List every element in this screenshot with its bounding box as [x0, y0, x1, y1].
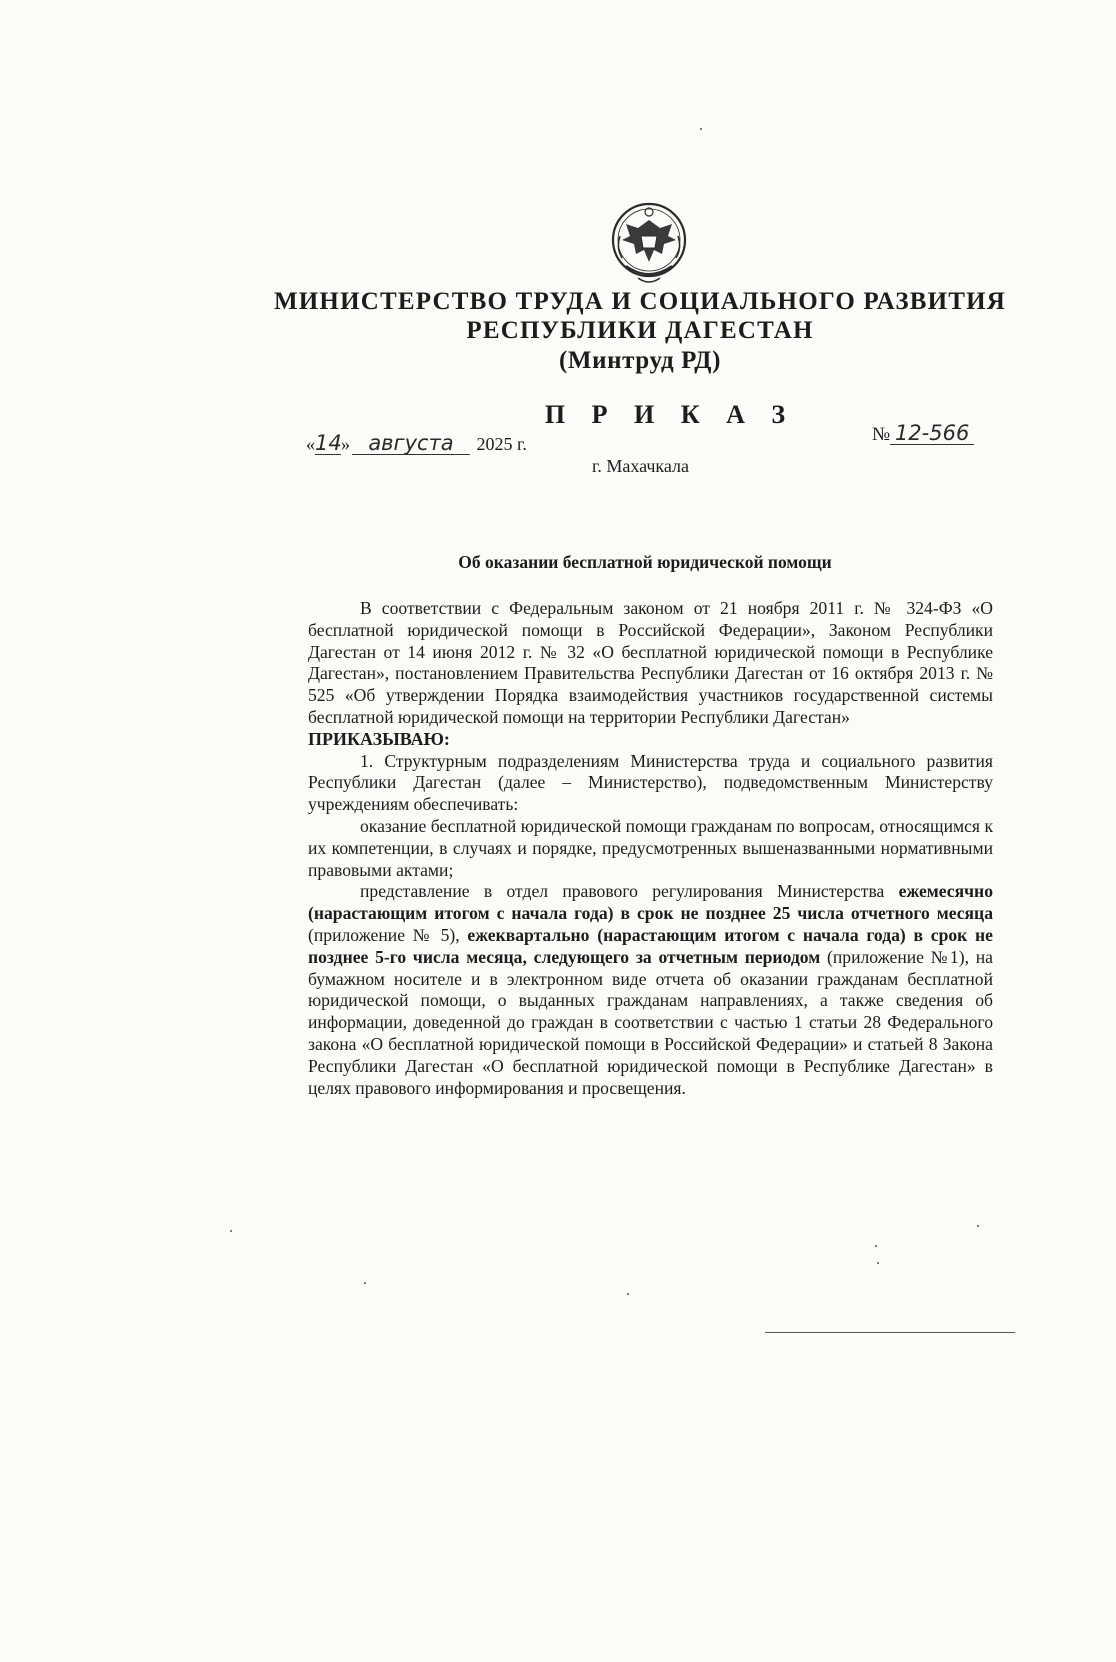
order-date [306, 432, 527, 455]
order-word: ПРИКАЗЫВАЮ: [308, 728, 450, 749]
order-number [872, 422, 974, 446]
scan-speck [875, 1245, 877, 1247]
scan-speck [877, 1262, 879, 1264]
handwritten-month: августа [352, 432, 470, 455]
handwritten-day: 14 [315, 431, 342, 455]
scan-speck [977, 1225, 979, 1227]
item-1b-text-2: (приложение № 5), [308, 924, 468, 945]
number-sign: № [872, 424, 891, 445]
scan-speck [230, 1230, 232, 1232]
ministry-short-name: (Минтруд РД) [558, 347, 722, 374]
item-1b-bold-1: ежемесячно (нарастающим итогом с начала года) в срок не позднее 25 числа отчетного месяца [308, 881, 993, 924]
item-1-paragraph: 1. Структурным подразделениям Министерства труда и социального развития Республики Дагестан (далее – Министерство), подведомственным Министерству учреждениям обеспечивать: [308, 750, 993, 815]
scan-speck [627, 1293, 629, 1295]
scan-speck [700, 128, 702, 130]
preamble-paragraph: В соответствии с Федеральным законом от 21 ноября 2011 г. № 324-ФЗ «О бесплатной юридической помощи в Российской Федерации», Законом Республики Дагестан от 14 июня 2012 г. № 32 «О бесплатной юридической помощи в Республике Дагестан», постановлением Правительства Республики Дагестан от 16 октября 2013 г. № 525 «Об утверждении Порядка взаимодействия участников государственной системы бесплатной юридической помощи на территории Республики Дагестан» [308, 598, 993, 727]
item-1a-paragraph: оказание бесплатной юридической помощи гражданам по вопросам, относящимся к их компетенции, в случаях и порядке, предусмотренных вышеназванными нормативными правовыми актами; [308, 815, 993, 880]
date-year: 2025 г. [476, 434, 527, 454]
order-subject: Об оказании бесплатной юридической помощи [458, 552, 832, 572]
ministry-name-line1: МИНИСТЕРСТВО ТРУДА И СОЦИАЛЬНОГО РАЗВИТИЯ [273, 288, 1007, 315]
item-1b-bold-2: ежеквартально (нарастающим итогом с начала года) в срок не позднее 5-го числа месяца, следующего за отчетным периодом [308, 924, 993, 967]
order-city: г. Махачкала [592, 456, 690, 476]
ministry-name-line2: РЕСПУБЛИКИ ДАГЕСТАН [466, 317, 814, 344]
date-open-quote: « [306, 434, 315, 454]
item-1b-text-1: представление в отдел правового регулирования Министерства [360, 881, 899, 902]
handwritten-number: 12-566 [890, 422, 974, 445]
dagestan-coat-of-arms-icon [608, 196, 690, 292]
item-1b-paragraph [308, 881, 993, 1099]
footer-rule [765, 1332, 1015, 1333]
document-type-title: П Р И К А З [544, 400, 796, 429]
item-1b-text-3: (приложение №1), на бумажном носителе и в электронном виде отчета об оказании гражданам бесплатной юридической помощи, о выданных гражданам направлениях, а также сведения об информации, доведенной до граждан в соответствии с частью 1 статьи 28 Федерального закона «О бесплатной юридической помощи в Российской Федерации» и статьей 8 Закона Республики Дагестан «О бесплатной юридической помощи в Республике Дагестан» в целях правового информирования и просвещения. [308, 946, 993, 1098]
date-close-quote: » [341, 434, 350, 454]
scan-speck [364, 1282, 366, 1284]
order-body [308, 598, 993, 1099]
